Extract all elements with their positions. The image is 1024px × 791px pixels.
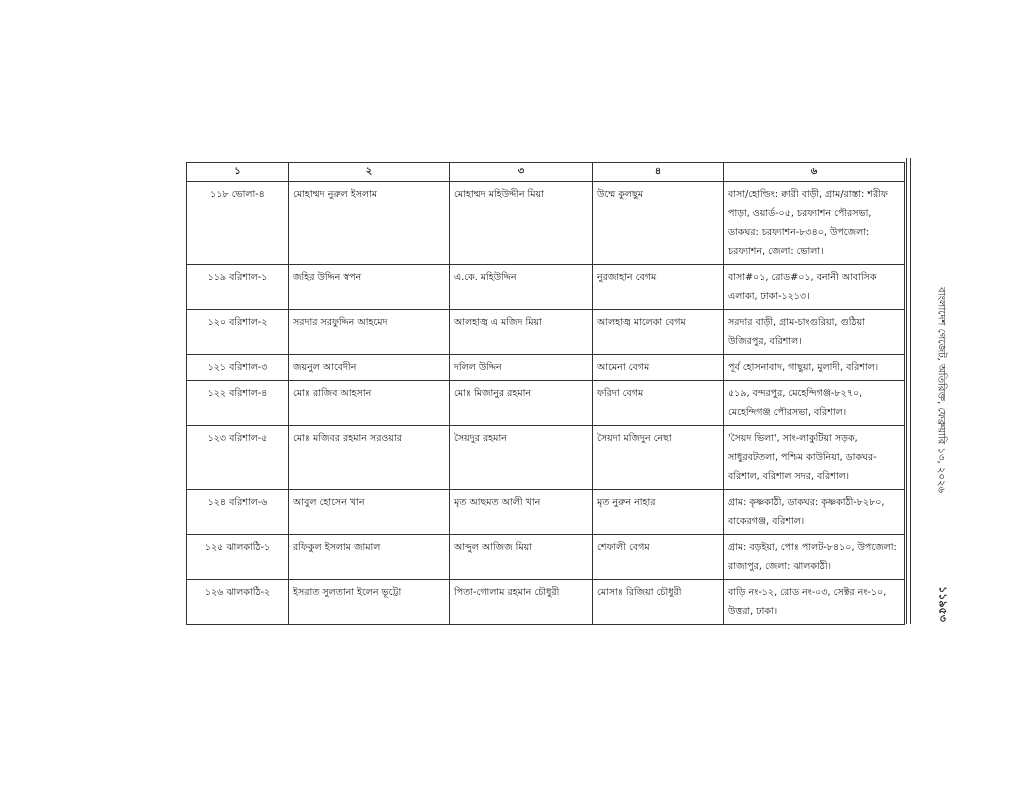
- gazette-side-note: বাংলাদেশ গেজেট, অতিরিক্ত, ফেব্রুয়ারি ১৩, ২০২৬: [935, 287, 947, 493]
- mother-name-cell: আমেনা বেগম: [593, 355, 724, 381]
- mother-name-cell: আলহাজ্ব মালেকা বেগম: [593, 310, 724, 355]
- mother-name-cell: মোসাঃ রিজিয়া চৌধুরী: [593, 580, 724, 625]
- seat-cell: ১২৬ ঝালকাঠি-২: [187, 580, 289, 625]
- table-row: [187, 355, 905, 381]
- column-header-3: ৩: [450, 163, 593, 182]
- table-row: [187, 381, 905, 426]
- father-name-cell: দলিল উদ্দিন: [450, 355, 593, 381]
- father-name-cell: পিতা-গোলাম রহমান চৌধুরী: [450, 580, 593, 625]
- father-name-cell: এ.কে. মহিউদ্দিন: [450, 265, 593, 310]
- address-cell: পূর্ব হোসনাবাদ, গাছুয়া, মুলাদী, বরিশাল।: [724, 355, 905, 381]
- candidate-name-cell: মোহাম্মদ নুরুল ইসলাম: [289, 182, 450, 265]
- seat-cell: ১২৪ বরিশাল-৬: [187, 490, 289, 535]
- address-cell: গ্রাম: বড়ইয়া, পোঃ পালট-৮৪১০, উপজেলা: রাজাপুর, জেলা: ঝালকাঠী।: [724, 535, 905, 580]
- seat-cell: ১২১ বরিশাল-৩: [187, 355, 289, 381]
- candidate-name-cell: মোঃ রাজিব আহসান: [289, 381, 450, 426]
- candidate-name-cell: আবুল হোসেন খান: [289, 490, 450, 535]
- mother-name-cell: নুরজাহান বেগম: [593, 265, 724, 310]
- table-row: [187, 265, 905, 310]
- mother-name-cell: শেফালী বেগম: [593, 535, 724, 580]
- father-name-cell: সৈয়দুর রহমান: [450, 426, 593, 490]
- column-header-4: ৪: [593, 163, 724, 182]
- address-cell: বাসা#০১, রোড#০১, বনানী আবাসিক এলাকা, ঢাকা-১২১৩।: [724, 265, 905, 310]
- address-cell: বাসা/হোল্ডিং: ক্বারী বাড়ী, গ্রাম/রাস্তা: শরীফ পাড়া, ওয়ার্ড-০৫, চরফ্যাশন পৌরসভা, ডাকঘর: চরফ্যাশন-৮৩৪০, উপজেলা: চরফ্যাশন, জেলা: ভোলা।: [724, 182, 905, 265]
- table-row: [187, 535, 905, 580]
- father-name-cell: মোঃ মিজানুর রহমান: [450, 381, 593, 426]
- mother-name-cell: সৈয়দা মজিদুন নেছা: [593, 426, 724, 490]
- father-name-cell: মৃত আছমত আলী খান: [450, 490, 593, 535]
- candidate-name-cell: রফিকুল ইসলাম জামাল: [289, 535, 450, 580]
- table-row: [187, 310, 905, 355]
- address-cell: বাড়ি নং-১২, রোড নং-০৩, সেক্টর নং-১০, উত্তরা, ঢাকা।: [724, 580, 905, 625]
- father-name-cell: মোহাম্মদ মহিউদ্দীন মিয়া: [450, 182, 593, 265]
- address-cell: ৫১৯, বন্দরপুর, মেহেন্দিগঞ্জ-৮২৭০, মেহেন্দিগঞ্জ পৌরসভা, বরিশাল।: [724, 381, 905, 426]
- table-row: [187, 490, 905, 535]
- candidate-name-cell: মোঃ মজিবর রহমান সরওয়ার: [289, 426, 450, 490]
- mother-name-cell: উম্মে কুলছুম: [593, 182, 724, 265]
- candidate-name-cell: সরদার সরফুদ্দিন আহমেদ: [289, 310, 450, 355]
- seat-cell: ১২২ বরিশাল-৪: [187, 381, 289, 426]
- candidate-table: [186, 162, 905, 625]
- candidate-name-cell: জহির উদ্দিন স্বপন: [289, 265, 450, 310]
- candidate-name-cell: ইসরাত সুলতানা ইলেন ভূট্টো: [289, 580, 450, 625]
- seat-cell: ১২৩ বরিশাল-৫: [187, 426, 289, 490]
- mother-name-cell: ফরিদা বেগম: [593, 381, 724, 426]
- seat-cell: ১১৮ ভোলা-৪: [187, 182, 289, 265]
- candidate-name-cell: জয়নুল আবেদীন: [289, 355, 450, 381]
- address-cell: 'সৈয়দ ভিলা', সাং-লাকুটিয়া সড়ক, সাধুরবটতলা, পশ্চিম কাউনিয়া, ডাকঘর-বরিশাল, বরিশাল সদর, বরিশাল।: [724, 426, 905, 490]
- column-header-2: ২: [289, 163, 450, 182]
- seat-cell: ১২৫ ঝালকাঠি-১: [187, 535, 289, 580]
- address-cell: সরদার বাড়ী, গ্রাম-চাংগুরিয়া, গুঠিয়া উজিরপুর, বরিশাল।: [724, 310, 905, 355]
- margin-double-rule: [906, 158, 911, 624]
- seat-cell: ১১৯ বরিশাল-১: [187, 265, 289, 310]
- father-name-cell: আব্দুল আজিজ মিয়া: [450, 535, 593, 580]
- father-name-cell: আলহাজ্ব এ মজিদ মিয়া: [450, 310, 593, 355]
- table-row: [187, 580, 905, 625]
- table-body: [187, 182, 905, 625]
- table-row: [187, 182, 905, 265]
- seat-cell: ১২০ বরিশাল-২: [187, 310, 289, 355]
- column-header-5: ৬: [724, 163, 905, 182]
- column-header-1: ১: [187, 163, 289, 182]
- address-cell: গ্রাম: কৃষ্ণকাঠী, ডাকঘর: কৃষ্ণকাঠী-৮২৮০, বাকেরগঞ্জ, বরিশাল।: [724, 490, 905, 535]
- table-header-row: [187, 163, 905, 182]
- table-row: [187, 426, 905, 490]
- mother-name-cell: মৃত নুরুন নাহার: [593, 490, 724, 535]
- page-number: ১১৯৫৩: [936, 586, 950, 622]
